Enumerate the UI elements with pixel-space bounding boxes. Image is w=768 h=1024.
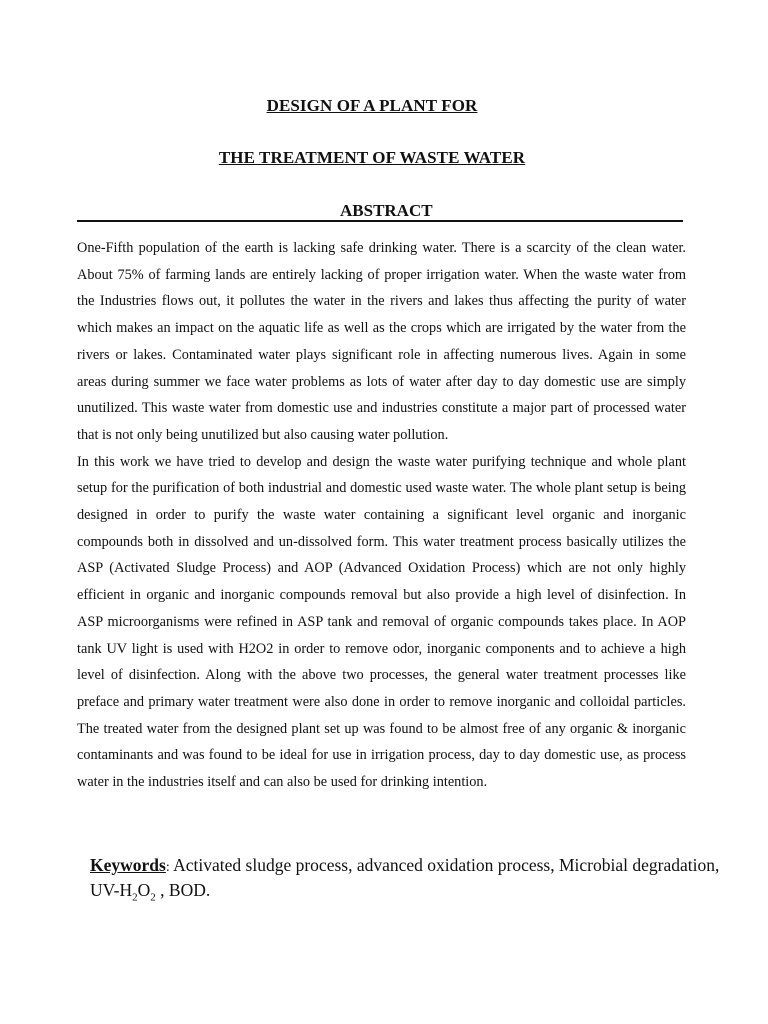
keywords-subscript-2: 2 xyxy=(150,891,156,904)
keywords-oxygen: O xyxy=(137,880,151,900)
abstract-body xyxy=(77,235,686,796)
title-line-1: DESIGN OF A PLANT FOR xyxy=(266,96,478,115)
keywords-text: Activated sludge process, advanced oxidation process, Microbial degradation, xyxy=(169,855,720,875)
keywords-subscript-1: 2 xyxy=(132,891,138,904)
keywords-block xyxy=(90,854,740,904)
keywords-bod: , BOD. xyxy=(155,880,211,900)
paragraph-1: One-Fifth population of the earth is lacking safe drinking water. There is a scarcity of the clean water. About 75% of farming lands are entirely lacking of proper irrigation water. When the waste water from the Industries flows out, it pollutes the water in the rivers and lakes thus affecting the purity of water which makes an impact on the aquatic life as well as the crops which are irrigated by the water from the rivers or lakes. Contaminated water plays significant role in affecting numerous lives. Again in some areas during summer we face water problems as lots of water after day to day domestic use are simply unutilized. This waste water from domestic use and industries constitute a major part of processed water that is not only being unutilized but also causing water pollution. xyxy=(77,240,686,443)
keywords-label: Keywords xyxy=(90,855,166,875)
keywords-uv-prefix: UV-H xyxy=(90,880,133,900)
abstract-heading: ABSTRACT xyxy=(340,201,433,220)
title-line-2: THE TREATMENT OF WASTE WATER xyxy=(218,148,526,167)
horizontal-rule xyxy=(77,220,683,222)
paragraph-2: In this work we have tried to develop and design the waste water purifying technique and whole plant setup for the purification of both industrial and domestic used waste water. The whole plant setup is being designed in order to purify the waste water containing a significant level organic and inorganic compounds both in dissolved and un-dissolved form. This water treatment process basically utilizes the ASP (Activated Sludge Process) and AOP (Advanced Oxidation Process) which are not only highly efficient in organic and inorganic compounds removal but also provide a high level of disinfection. In ASP microorganisms were refined in ASP tank and removal of organic compounds takes place. In AOP tank UV light is used with H2O2 in order to remove odor, inorganic components and to achieve a high level of disinfection. Along with the above two processes, the general water treatment processes like preface and primary water treatment were also done in order to remove inorganic and colloidal particles. The treated water from the designed plant set up was found to be almost free of any organic & inorganic contaminants and was found to be ideal for use in irrigation process, day to day domestic use, as process water in the industries itself and can also be used for drinking intention. xyxy=(77,453,686,791)
keywords-colon: : xyxy=(165,860,170,875)
